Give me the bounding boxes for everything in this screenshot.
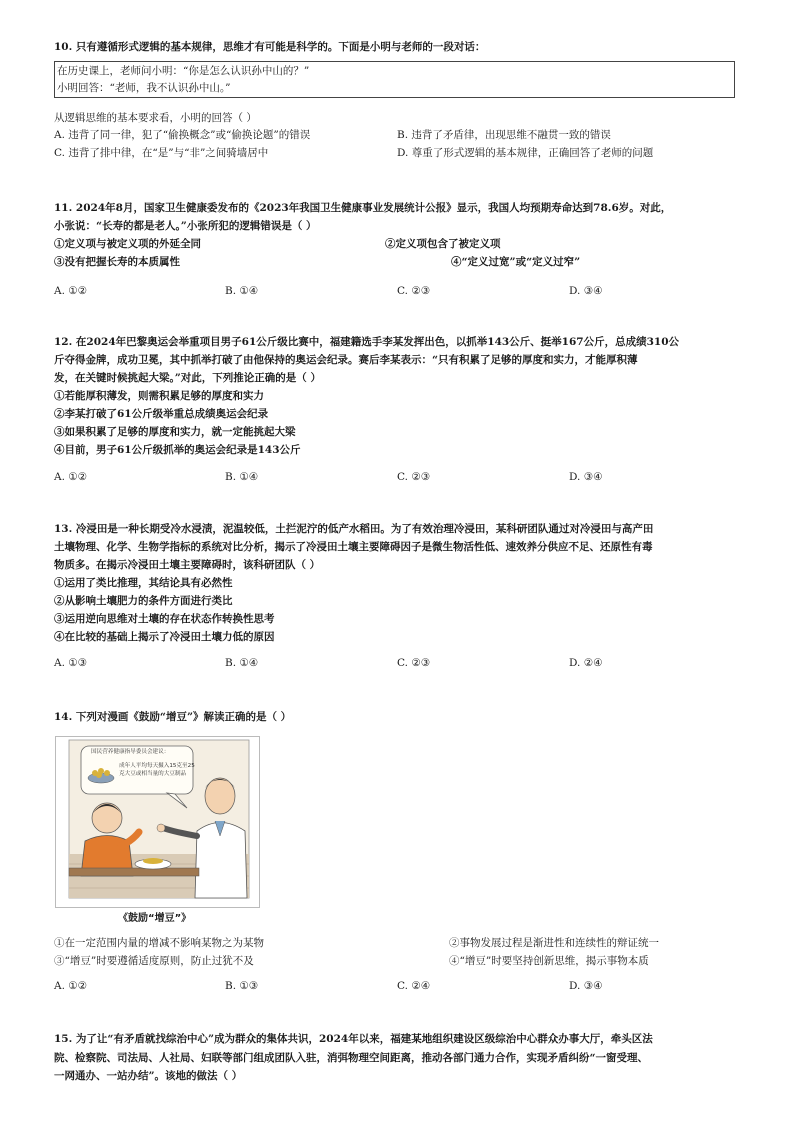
q13-stem-line-2: 土壤物理、化学、生物学指标的系统对比分析，揭示了冷浸田土壤主要障碍因子是微生物活性低、速效养分供应不足、还原性有毒 bbox=[54, 541, 653, 553]
q12-item-1: ①若能厚积薄发，则需积累足够的厚度和实力 bbox=[54, 390, 264, 402]
q15-stem-line-2: 院、检察院、司法局、人社局、妇联等部门组成团队入驻，消弭物理空间距离，推动各部门通力合作，实现矛盾纠纷“一窗受理、 bbox=[54, 1052, 649, 1064]
cartoon-caption: 《鼓励“增豆”》 bbox=[118, 913, 192, 924]
q13-option-b[interactable]: B. ①④ bbox=[225, 657, 259, 669]
bubble-line-1: 国民营养健康指导委员会建议： bbox=[91, 749, 170, 755]
cartoon-image bbox=[55, 736, 260, 908]
q12-stem-line-2: 斤夺得金牌，成功卫冕，其中抓举打破了由他保持的奥运会纪录。赛后李某表示：“只有积累了足够的厚度和实力，才能厚积薄 bbox=[54, 354, 638, 366]
q12-stem-line-1: 12. 在2024年巴黎奥运会举重项目男子61公斤级比赛中，福建籍选手李某发挥出色，以抓举143公斤、挺举167公斤，总成绩310公 bbox=[54, 336, 680, 348]
q10-option-c[interactable]: C. 违背了排中律，在“是”与“非”之间骑墙居中 bbox=[54, 147, 269, 159]
q14-item-4: ④“增豆”时要坚持创新思维，揭示事物本质 bbox=[449, 955, 649, 967]
q14-item-2: ②事物发展过程是渐进性和连续性的辩证统一 bbox=[449, 937, 659, 949]
q12-option-c[interactable]: C. ②③ bbox=[397, 471, 431, 483]
q12-stem-line-3: 发，在关键时候挑起大梁。”对此，下列推论正确的是（ ） bbox=[54, 372, 321, 384]
q10-dialog-line-1: 在历史课上，老师问小明：“你是怎么认识孙中山的？” bbox=[57, 65, 310, 77]
q14-stem: 14. 下列对漫画《鼓励“增豆”》解读正确的是（ ） bbox=[54, 711, 292, 723]
q13-stem-line-3: 物质多。在揭示冷浸田土壤主要障碍时，该科研团队（ ） bbox=[54, 559, 321, 571]
q10-option-a[interactable]: A. 违背了同一律，犯了“偷换概念”或“偷换论题”的错误 bbox=[54, 129, 311, 141]
q14-option-c[interactable]: C. ②④ bbox=[397, 980, 431, 992]
q12-item-4: ④目前，男子61公斤级抓举的奥运会纪录是143公斤 bbox=[54, 444, 301, 456]
q11-item-3: ③没有把握长寿的本质属性 bbox=[54, 256, 180, 268]
q13-option-a[interactable]: A. ①③ bbox=[54, 657, 88, 669]
q10-option-b[interactable]: B. 违背了矛盾律，出现思维不融贯一致的错误 bbox=[397, 129, 611, 141]
q14-option-b[interactable]: B. ①③ bbox=[225, 980, 259, 992]
q13-item-1: ①运用了类比推理，其结论具有必然性 bbox=[54, 577, 233, 589]
q11-option-b[interactable]: B. ①④ bbox=[225, 285, 259, 297]
bubble-line-3: 克大豆或相当量的大豆制品 bbox=[119, 771, 187, 777]
q12-option-b[interactable]: B. ①④ bbox=[225, 471, 259, 483]
q13-stem-line-1: 13. 冷浸田是一种长期受冷水浸渍，泥温较低，土拦泥泞的低产水稻田。为了有效治理冷浸田，某科研团队通过对冷浸田与高产田 bbox=[54, 523, 654, 535]
q11-item-2: ②定义项包含了被定义项 bbox=[385, 238, 501, 250]
q12-option-d[interactable]: D. ③④ bbox=[569, 471, 603, 483]
q14-item-1: ①在一定范围内量的增减不影响某物之为某物 bbox=[54, 937, 264, 949]
q10-dialog-line-2: 小明回答：“老师，我不认识孙中山。” bbox=[57, 82, 231, 94]
q12-option-a[interactable]: A. ①② bbox=[54, 471, 88, 483]
q14-option-a[interactable]: A. ①② bbox=[54, 980, 88, 992]
q11-option-a[interactable]: A. ①② bbox=[54, 285, 88, 297]
q10-question: 从逻辑思维的基本要求看，小明的回答（ ） bbox=[54, 112, 257, 124]
q11-stem-line-2: 小张说：“长寿的都是老人。”小张所犯的逻辑错误是（ ） bbox=[54, 220, 317, 232]
q11-option-c[interactable]: C. ②③ bbox=[397, 285, 431, 297]
q14-item-3: ③“增豆”时要遵循适度原则，防止过犹不及 bbox=[54, 955, 254, 967]
q15-stem-line-3: 一网通办、一站办结”。该地的做法（ ） bbox=[54, 1070, 243, 1082]
bubble-line-2: 成年人平均每天摄入15克至25 bbox=[119, 763, 195, 769]
q11-item-4: ④“定义过宽”或“定义过窄” bbox=[451, 256, 581, 268]
q12-item-2: ②李某打破了61公斤级举重总成绩奥运会纪录 bbox=[54, 408, 269, 420]
q12-item-3: ③如果积累了足够的厚度和实力，就一定能挑起大梁 bbox=[54, 426, 296, 438]
q13-item-4: ④在比较的基础上揭示了冷浸田土壤力低的原因 bbox=[54, 631, 275, 643]
q11-option-d[interactable]: D. ③④ bbox=[569, 285, 603, 297]
q11-stem-line-1: 11. 2024年8月，国家卫生健康委发布的《2023年我国卫生健康事业发展统计公报》显示，我国人均预期寿命达到78.6岁。对此， bbox=[54, 202, 672, 214]
q10-option-d[interactable]: D. 尊重了形式逻辑的基本规律，正确回答了老师的问题 bbox=[397, 147, 654, 159]
q13-option-c[interactable]: C. ②③ bbox=[397, 657, 431, 669]
q13-option-d[interactable]: D. ②④ bbox=[569, 657, 603, 669]
q13-item-3: ③运用逆向思维对土壤的存在状态作转换性思考 bbox=[54, 613, 275, 625]
q11-item-1: ①定义项与被定义项的外延全同 bbox=[54, 238, 201, 250]
q13-item-2: ②从影响土壤肥力的条件方面进行类比 bbox=[54, 595, 233, 607]
q15-stem-line-1: 15. 为了让“有矛盾就找综治中心”成为群众的集体共识，2024年以来，福建某地组织建设区级综治中心群众办事大厅，牵头区法 bbox=[54, 1033, 653, 1045]
q10-stem: 10. 只有遵循形式逻辑的基本规律，思维才有可能是科学的。下面是小明与老师的一段对话： bbox=[54, 41, 486, 53]
q14-option-d[interactable]: D. ③④ bbox=[569, 980, 603, 992]
